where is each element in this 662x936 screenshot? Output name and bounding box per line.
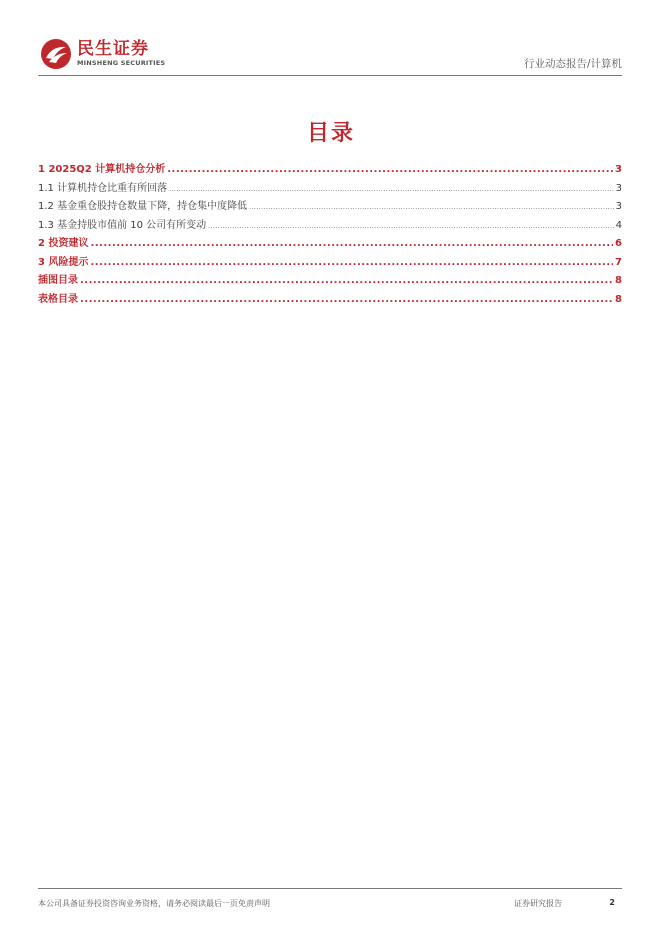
- toc-entry-label: 3 风险提示: [38, 256, 89, 268]
- toc-entry-table-index[interactable]: [38, 290, 622, 309]
- logo-chinese-name: 民生证券: [77, 39, 149, 59]
- toc-entry-page: 4: [615, 219, 622, 231]
- toc-leader-dots: [80, 294, 613, 305]
- toc-entry-page: 8: [615, 293, 622, 305]
- report-type-label: 行业动态报告/计算机: [523, 58, 622, 70]
- toc-entry-1-1[interactable]: [38, 179, 622, 198]
- toc-entry-1[interactable]: [38, 160, 622, 179]
- company-logo: [40, 38, 165, 70]
- toc-entry-3[interactable]: [38, 253, 622, 272]
- toc-entry-label: 1 2025Q2 计算机持仓分析: [38, 164, 166, 175]
- toc-entry-2[interactable]: [38, 234, 622, 253]
- toc-entry-page: 3: [615, 182, 622, 194]
- toc-entry-1-2[interactable]: [38, 197, 622, 216]
- toc-entry-label: 2 投资建议: [38, 238, 89, 249]
- toc-entry-page: 7: [615, 256, 622, 268]
- toc-leader-dots: [249, 204, 614, 211]
- header-divider: [38, 75, 622, 76]
- toc-entry-label: 插图目录: [38, 275, 78, 286]
- footer-disclaimer: 本公司具备证券投资咨询业务资格，请务必阅读最后一页免责声明: [38, 899, 270, 908]
- toc-leader-dots: [90, 238, 613, 249]
- toc-entry-label: 表格目录: [38, 293, 78, 305]
- toc-leader-dots: [167, 164, 613, 175]
- page-number: 2: [609, 898, 615, 907]
- toc-entry-page: 3: [615, 164, 622, 175]
- toc-entry-label: 1.1 计算机持仓比重有所回落: [38, 182, 168, 194]
- logo-english-name: MINSHENG SECURITIES: [77, 59, 166, 67]
- footer-divider: [38, 888, 622, 889]
- toc-leader-dots: [90, 257, 613, 268]
- toc-entry-label: 1.2 基金重仓股持仓数量下降，持仓集中度降低: [38, 201, 248, 212]
- toc-entry-1-3[interactable]: [38, 216, 622, 235]
- page-header: [38, 36, 622, 76]
- table-of-contents: [38, 160, 622, 308]
- toc-title: 目录: [306, 121, 355, 146]
- toc-leader-dots: [80, 275, 613, 286]
- toc-leader-dots: [208, 223, 613, 230]
- toc-leader-dots: [169, 186, 614, 193]
- toc-entry-label: 1.3 基金持股市值前 10 公司有所变动: [38, 219, 207, 231]
- toc-entry-page: 6: [615, 238, 622, 249]
- minsheng-logo-icon: [40, 38, 72, 70]
- footer-doc-type: 证券研究报告: [514, 899, 562, 908]
- toc-entry-page: 8: [615, 275, 622, 286]
- toc-entry-figure-index[interactable]: [38, 271, 622, 290]
- toc-entry-page: 3: [615, 201, 622, 212]
